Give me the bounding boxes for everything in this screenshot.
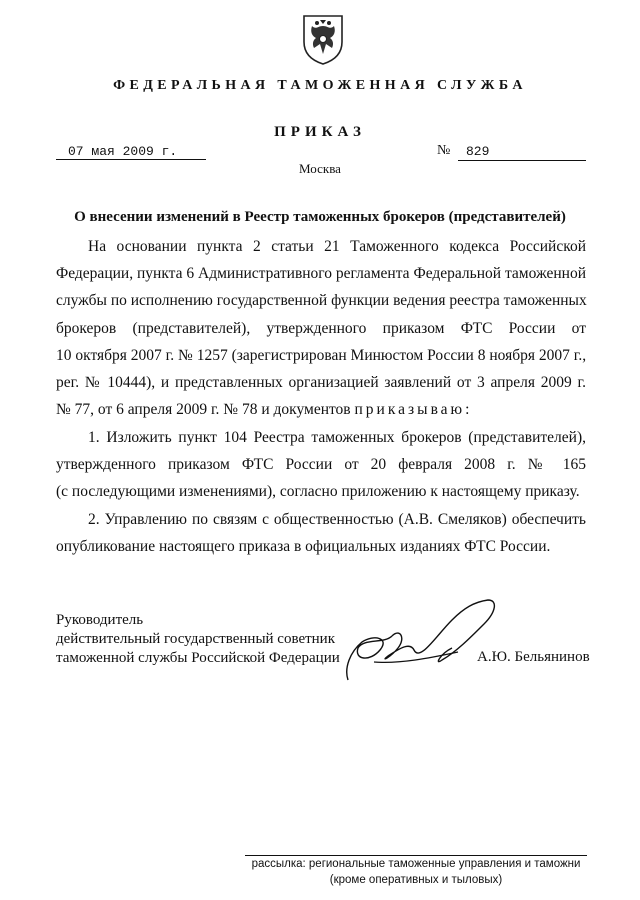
order-word: приказываю: — [354, 401, 473, 418]
city: Москва — [299, 161, 341, 176]
order-date: 07 мая 2009 г. — [56, 145, 206, 160]
document-type: ПРИКАЗ — [274, 124, 366, 140]
body-line: опубликование настоящего приказа в официальных изданиях ФТС России. — [56, 538, 551, 555]
handwritten-signature — [340, 598, 505, 686]
footer-divider — [245, 855, 587, 856]
signatory-name: А.Ю. Бельянинов — [477, 649, 590, 665]
body-line: На основании пункта 2 статьи 21 Таможенного кодекса Российской — [88, 238, 586, 255]
position-line: действительный государственный советник — [56, 631, 336, 647]
distribution-line: рассылка: региональные таможенные управления и таможни — [251, 858, 581, 870]
body-line: 2. Управлению по связям с общественностью (А.В. Смеляков) обеспечить — [88, 511, 586, 528]
agency-name: ФЕДЕРАЛЬНАЯ ТАМОЖЕННАЯ СЛУЖБА — [113, 78, 527, 93]
body-line: (с последующими изменениями), согласно приложению к настоящему приказу. — [56, 483, 580, 500]
signatory-position — [56, 611, 356, 668]
body-line: брокеров (представителей), утвержденного приказом ФТС России от — [56, 320, 586, 337]
coat-of-arms-icon — [300, 12, 346, 66]
body-line: службы по исполнению государственной функции ведения реестра таможенных — [56, 292, 587, 309]
body-line: рег. № 10444), и представленных организацией заявлений от 3 апреля 2009 г. — [56, 374, 586, 391]
position-line: таможенной службы Российской Федерации — [56, 650, 340, 666]
body-line-last — [56, 399, 586, 421]
body-line-text: № 77, от 6 апреля 2009 г. № 78 и документов — [56, 401, 351, 418]
distribution-note: (кроме оперативных и тыловых) — [329, 874, 503, 886]
body-line: 1. Изложить пункт 104 Реестра таможенных брокеров (представителей), — [88, 429, 586, 446]
number-sign: № — [437, 143, 451, 158]
body-line: 10 октября 2007 г. № 1257 (зарегистрирован Минюстом России 8 ноября 2007 г., — [56, 347, 587, 364]
order-number-value: 829 — [466, 144, 490, 159]
body-line: Федерации, пункта 6 Административного регламента Федеральной таможенной — [56, 265, 586, 282]
position-line: Руководитель — [56, 612, 144, 628]
order-number — [458, 145, 586, 161]
body-line: утвержденного приказом ФТС России от 20 февраля 2008 г. № 165 — [56, 456, 586, 473]
document-title: О внесении изменений в Реестр таможенных брокеров (представителей) — [74, 209, 566, 225]
